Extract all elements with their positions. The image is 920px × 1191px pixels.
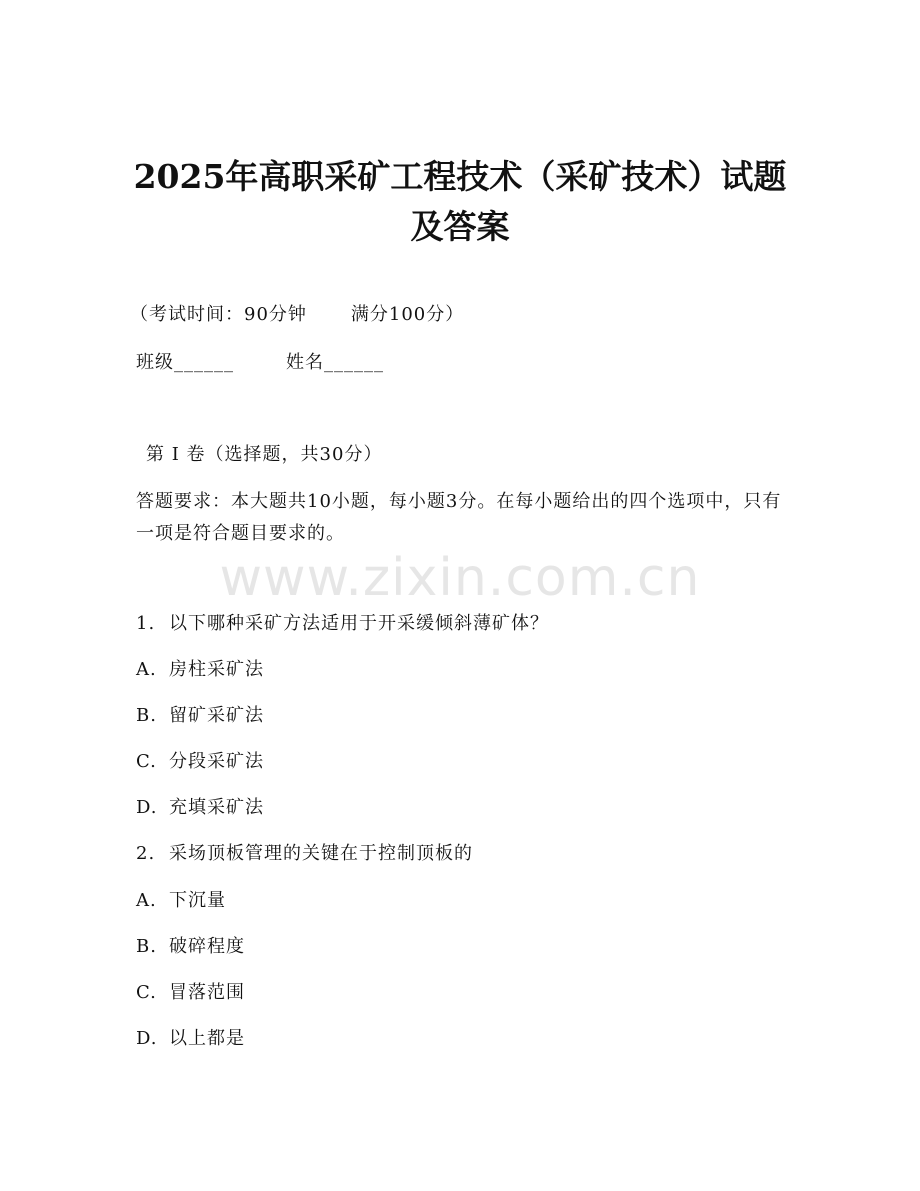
- option-text: 留矿采矿法: [169, 705, 264, 726]
- option-label: C.: [136, 982, 157, 1003]
- question-text: 采场顶板管理的关键在于控制顶板的: [169, 843, 473, 864]
- option-label: B.: [136, 705, 157, 726]
- option-label: C.: [136, 751, 157, 772]
- document-title-line-2: 及答案: [410, 207, 510, 246]
- option-label: A.: [136, 890, 157, 911]
- option-label: A.: [136, 659, 157, 680]
- exam-time: （考试时间：90分钟: [130, 304, 307, 325]
- exam-info: [130, 302, 464, 327]
- option-text: 下沉量: [169, 890, 226, 911]
- document-title-line-1: 2025年高职采矿工程技术（采矿技术）试题: [133, 157, 787, 196]
- watermark: www.zixin.com.cn: [219, 548, 701, 608]
- option-text: 冒落范围: [169, 982, 245, 1003]
- student-info-row: [136, 350, 384, 375]
- option-text: 破碎程度: [169, 936, 245, 957]
- class-field-label: 班级______: [136, 352, 234, 373]
- exam-full-score: 满分100分）: [350, 304, 465, 325]
- name-field-label: 姓名______: [286, 352, 384, 373]
- option-text: 房柱采矿法: [169, 659, 264, 680]
- answer-instructions: 答题要求：本大题共10小题，每小题3分。在每小题给出的四个选项中，只有一项是符合题目要求的。: [136, 491, 782, 544]
- question-1-option-a: [136, 657, 264, 682]
- question-number: 2.: [136, 843, 156, 864]
- question-1-option-c: [136, 749, 264, 774]
- option-text: 以上都是: [169, 1028, 245, 1049]
- question-text: 以下哪种采矿方法适用于开采缓倾斜薄矿体？: [169, 613, 549, 634]
- option-label: B.: [136, 936, 157, 957]
- option-text: 分段采矿法: [169, 751, 264, 772]
- option-label: D.: [136, 797, 158, 818]
- question-2-stem: [136, 841, 473, 866]
- section-title: 第 I 卷（选择题，共30分）: [146, 444, 383, 465]
- question-2-option-a: [136, 888, 226, 913]
- question-1-option-b: [136, 703, 264, 728]
- question-number: 1.: [136, 613, 156, 634]
- question-2-option-b: [136, 934, 245, 959]
- option-label: D.: [136, 1028, 158, 1049]
- question-2-option-c: [136, 980, 245, 1005]
- question-2-option-d: [136, 1026, 245, 1051]
- option-text: 充填采矿法: [169, 797, 264, 818]
- question-1-stem: [136, 611, 549, 636]
- question-1-option-d: [136, 795, 264, 820]
